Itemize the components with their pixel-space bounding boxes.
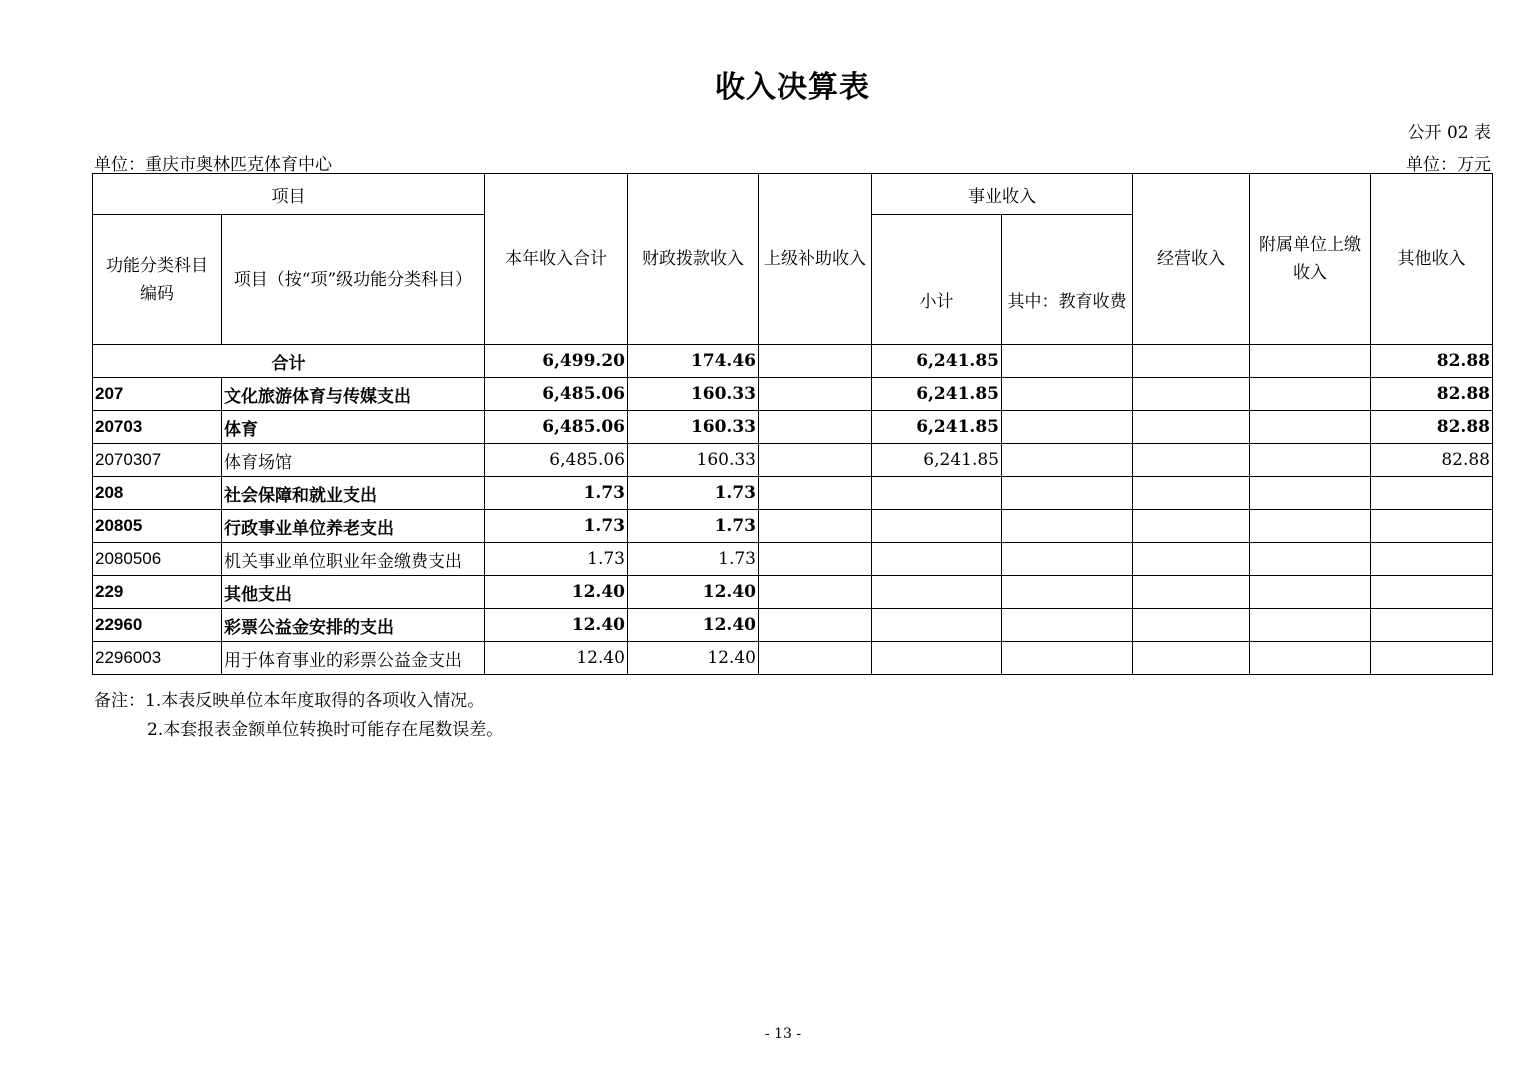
cell-operating xyxy=(1133,543,1250,576)
cell-name: 文化旅游体育与传媒支出 xyxy=(222,378,485,411)
cell-superior xyxy=(759,444,872,477)
cell-edu xyxy=(1002,576,1133,609)
cell-fiscal: 160.33 xyxy=(628,411,759,444)
page-number: - 13 - xyxy=(764,1026,802,1042)
cell-operating xyxy=(1133,510,1250,543)
cell-code: 229 xyxy=(93,576,222,609)
cell-affiliated xyxy=(1250,543,1371,576)
cell-fiscal: 12.40 xyxy=(628,642,759,675)
cell-edu xyxy=(1002,642,1133,675)
cell-subtotal xyxy=(872,642,1002,675)
table-row xyxy=(93,543,1493,576)
cell-other: 82.88 xyxy=(1371,345,1493,378)
cell-total: 6,485.06 xyxy=(485,378,628,411)
cell-other xyxy=(1371,510,1493,543)
cell-total: 1.73 xyxy=(485,510,628,543)
cell-other: 82.88 xyxy=(1371,411,1493,444)
cell-name: 用于体育事业的彩票公益金支出 xyxy=(222,642,485,675)
cell-fiscal: 1.73 xyxy=(628,510,759,543)
cell-total: 12.40 xyxy=(485,576,628,609)
header-affiliated: 附属单位上缴收入 xyxy=(1250,174,1371,345)
cell-affiliated xyxy=(1250,345,1371,378)
cell-superior xyxy=(759,345,872,378)
cell-fiscal: 174.46 xyxy=(628,345,759,378)
cell-edu xyxy=(1002,477,1133,510)
cell-other xyxy=(1371,642,1493,675)
cell-total: 12.40 xyxy=(485,609,628,642)
header-subtotal: 小计 xyxy=(872,215,1002,345)
cell-total: 12.40 xyxy=(485,642,628,675)
header-other: 其他收入 xyxy=(1371,174,1493,345)
header-total: 本年收入合计 xyxy=(485,174,628,345)
cell-subtotal xyxy=(872,609,1002,642)
header-item-name: 项目（按“项”级功能分类科目） xyxy=(222,215,485,345)
cell-subtotal: 6,241.85 xyxy=(872,345,1002,378)
cell-superior xyxy=(759,510,872,543)
table-row xyxy=(93,510,1493,543)
table-row xyxy=(93,576,1493,609)
cell-affiliated xyxy=(1250,609,1371,642)
cell-fiscal: 12.40 xyxy=(628,609,759,642)
cell-fiscal: 1.73 xyxy=(628,543,759,576)
cell-subtotal: 6,241.85 xyxy=(872,411,1002,444)
cell-subtotal: 6,241.85 xyxy=(872,378,1002,411)
cell-fiscal: 12.40 xyxy=(628,576,759,609)
table-row xyxy=(93,609,1493,642)
cell-edu xyxy=(1002,444,1133,477)
page-title: 收入决算表 xyxy=(715,70,870,105)
cell-operating xyxy=(1133,345,1250,378)
cell-operating xyxy=(1133,609,1250,642)
cell-affiliated xyxy=(1250,477,1371,510)
cell-subtotal: 6,241.85 xyxy=(872,444,1002,477)
cell-superior xyxy=(759,642,872,675)
cell-other: 82.88 xyxy=(1371,378,1493,411)
cell-subtotal xyxy=(872,543,1002,576)
cell-total: 1.73 xyxy=(485,543,628,576)
cell-operating xyxy=(1133,444,1250,477)
cell-other: 82.88 xyxy=(1371,444,1493,477)
header-project: 项目 xyxy=(93,174,485,215)
cell-subtotal xyxy=(872,576,1002,609)
income-table xyxy=(92,173,1493,675)
cell-total: 1.73 xyxy=(485,477,628,510)
cell-affiliated xyxy=(1250,576,1371,609)
header-superior: 上级补助收入 xyxy=(759,174,872,345)
cell-total: 6,499.20 xyxy=(485,345,628,378)
cell-superior xyxy=(759,477,872,510)
cell-fiscal: 1.73 xyxy=(628,477,759,510)
cell-other xyxy=(1371,609,1493,642)
header-fiscal: 财政拨款收入 xyxy=(628,174,759,345)
cell-name: 机关事业单位职业年金缴费支出 xyxy=(222,543,485,576)
cell-superior xyxy=(759,411,872,444)
cell-code: 20805 xyxy=(93,510,222,543)
cell-other xyxy=(1371,543,1493,576)
cell-name: 行政事业单位养老支出 xyxy=(222,510,485,543)
table-row xyxy=(93,444,1493,477)
cell-superior xyxy=(759,378,872,411)
unit-organization: 单位：重庆市奥林匹克体育中心 xyxy=(94,155,332,175)
cell-superior xyxy=(759,543,872,576)
table-row xyxy=(93,378,1493,411)
cell-operating xyxy=(1133,576,1250,609)
cell-name: 体育 xyxy=(222,411,485,444)
cell-fiscal: 160.33 xyxy=(628,444,759,477)
header-edu: 其中：教育收费 xyxy=(1002,215,1133,345)
header-operating: 经营收入 xyxy=(1133,174,1250,345)
cell-edu xyxy=(1002,345,1133,378)
cell-fiscal: 160.33 xyxy=(628,378,759,411)
unit-currency: 单位：万元 xyxy=(1406,155,1491,175)
table-row xyxy=(93,477,1493,510)
cell-name: 彩票公益金安排的支出 xyxy=(222,609,485,642)
cell-code: 20703 xyxy=(93,411,222,444)
cell-affiliated xyxy=(1250,378,1371,411)
cell-edu xyxy=(1002,411,1133,444)
cell-edu xyxy=(1002,543,1133,576)
cell-code: 2070307 xyxy=(93,444,222,477)
cell-total: 6,485.06 xyxy=(485,444,628,477)
cell-code: 2296003 xyxy=(93,642,222,675)
table-row xyxy=(93,642,1493,675)
cell-operating xyxy=(1133,378,1250,411)
form-number: 公开 02 表 xyxy=(1407,123,1491,143)
cell-operating xyxy=(1133,477,1250,510)
cell-name: 体育场馆 xyxy=(222,444,485,477)
cell-edu xyxy=(1002,609,1133,642)
cell-code: 2080506 xyxy=(93,543,222,576)
cell-code: 22960 xyxy=(93,609,222,642)
cell-total: 6,485.06 xyxy=(485,411,628,444)
cell-operating xyxy=(1133,642,1250,675)
cell-affiliated xyxy=(1250,642,1371,675)
cell-other xyxy=(1371,576,1493,609)
total-label: 合计 xyxy=(93,345,485,378)
cell-operating xyxy=(1133,411,1250,444)
table-row-total xyxy=(93,345,1493,378)
cell-affiliated xyxy=(1250,510,1371,543)
cell-superior xyxy=(759,576,872,609)
cell-code: 208 xyxy=(93,477,222,510)
cell-subtotal xyxy=(872,477,1002,510)
cell-name: 社会保障和就业支出 xyxy=(222,477,485,510)
cell-subtotal xyxy=(872,510,1002,543)
note-line-1: 备注：1.本表反映单位本年度取得的各项收入情况。 xyxy=(94,691,485,711)
cell-code: 207 xyxy=(93,378,222,411)
cell-superior xyxy=(759,609,872,642)
cell-edu xyxy=(1002,378,1133,411)
header-func-code: 功能分类科目编码 xyxy=(93,215,222,345)
header-business: 事业收入 xyxy=(872,174,1133,215)
cell-affiliated xyxy=(1250,444,1371,477)
cell-edu xyxy=(1002,510,1133,543)
note-line-2: 2.本套报表金额单位转换时可能存在尾数误差。 xyxy=(147,720,504,740)
cell-name: 其他支出 xyxy=(222,576,485,609)
cell-affiliated xyxy=(1250,411,1371,444)
cell-other xyxy=(1371,477,1493,510)
table-row xyxy=(93,411,1493,444)
